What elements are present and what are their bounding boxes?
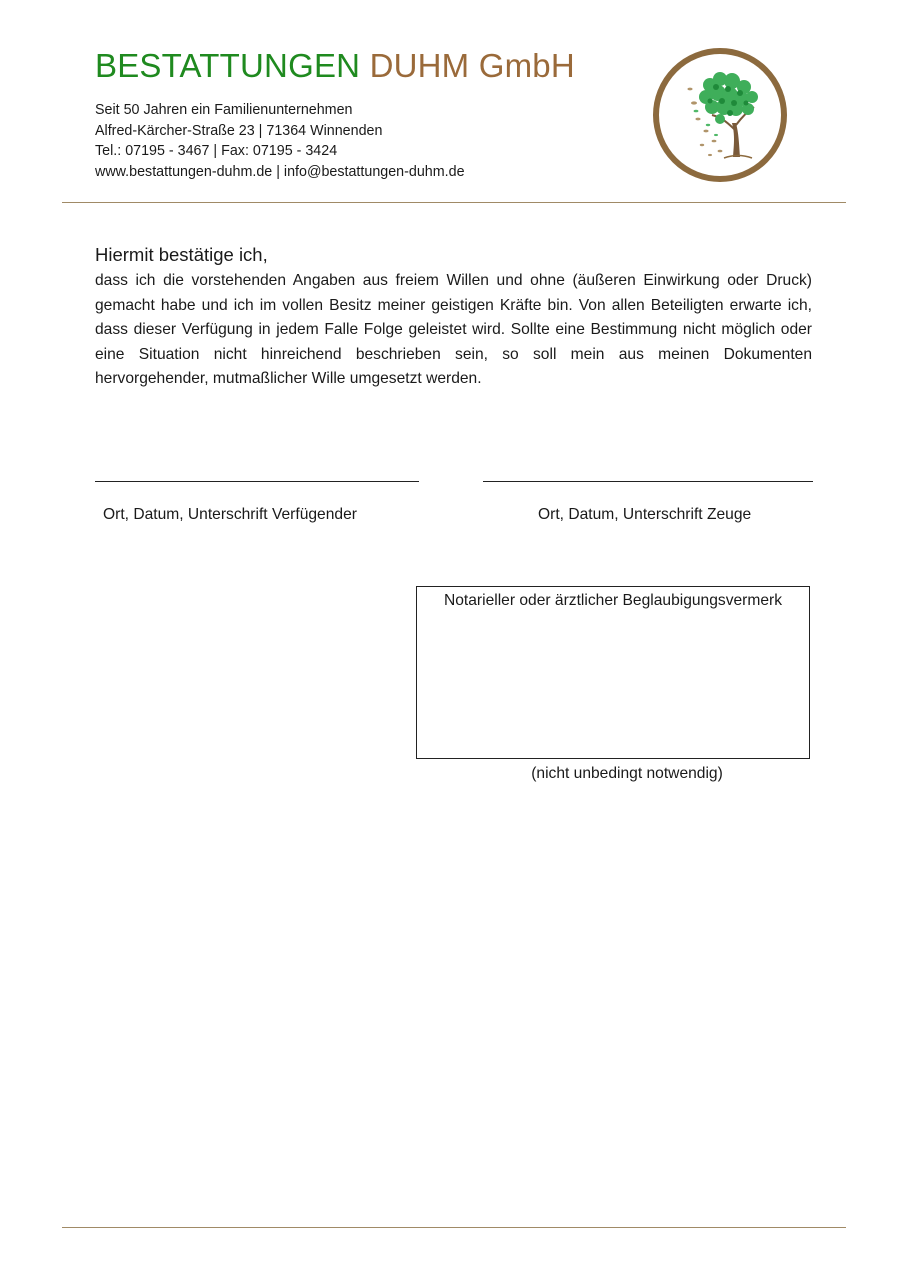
notary-note: (nicht unbedingt notwendig) — [531, 765, 723, 782]
notary-box-label: Notarieller oder ärztlicher Beglaubigungsvermerk — [443, 592, 783, 609]
tree-logo-icon — [650, 45, 790, 185]
notary-box — [416, 586, 810, 759]
company-name — [95, 46, 575, 86]
confirmation-paragraph: dass ich die vorstehenden Angaben aus freiem Willen und ohne (äußeren Einwirkung oder Druck) gemacht habe und ich im vollen Besitz meiner geistigen Kräfte bin. Von allen Beteiligten erwarte ich, dass dieser Verfügung in jedem Falle Folge geleistet wird. Sollte eine Bestimmung nicht möglich oder eine Situation nicht hinreichend beschrieben sein, so soll mein aus meinen Dokumenten hervorgehender, mutmaßlicher Wille umgesetzt werden. — [95, 272, 812, 388]
signature-label-declarant: Ort, Datum, Unterschrift Verfügender — [103, 506, 357, 523]
company-name-part1: BESTATTUNGEN — [95, 47, 361, 84]
contact-line-phone: Tel.: 07195 - 3467 | Fax: 07195 - 3424 — [95, 143, 338, 159]
header-divider — [62, 202, 846, 203]
contact-block — [95, 100, 465, 182]
footer-divider — [62, 1227, 846, 1228]
signature-line-declarant — [95, 481, 419, 482]
company-name-part2: DUHM GmbH — [369, 47, 575, 84]
contact-line-web: www.bestattungen-duhm.de | info@bestattungen-duhm.de — [95, 163, 465, 180]
contact-line-address: Alfred-Kärcher-Straße 23 | 71364 Winnenden — [95, 122, 383, 139]
contact-line-tagline: Seit 50 Jahren ein Familienunternehmen — [95, 102, 353, 118]
signature-line-witness — [483, 481, 813, 482]
signature-label-witness: Ort, Datum, Unterschrift Zeuge — [538, 506, 752, 523]
confirmation-heading: Hiermit bestätige ich, — [95, 244, 268, 265]
